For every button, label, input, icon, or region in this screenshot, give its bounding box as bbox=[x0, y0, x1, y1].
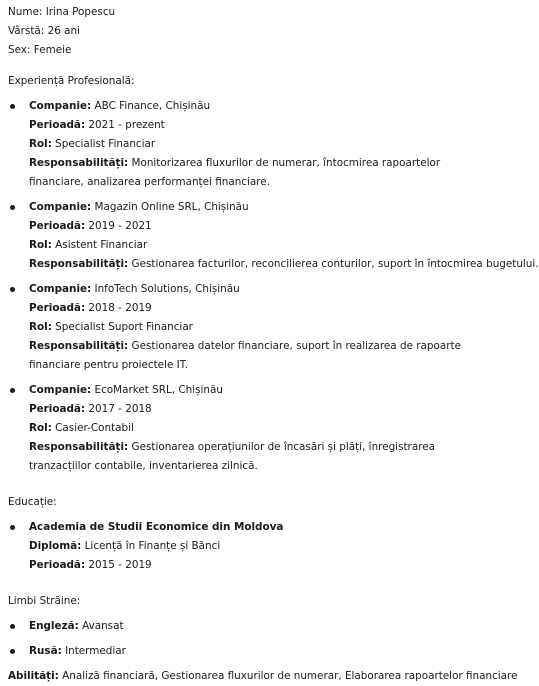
period-value: 2017 - 2018 bbox=[88, 403, 152, 415]
bullet-icon bbox=[10, 205, 15, 210]
period-label: Perioadă: bbox=[29, 220, 86, 232]
list-item bbox=[8, 381, 490, 476]
company-label: Companie: bbox=[29, 283, 92, 295]
list-item bbox=[8, 97, 490, 192]
bullet-icon bbox=[10, 104, 15, 109]
language-level: Intermediar bbox=[65, 645, 126, 657]
period-value: 2015 - 2019 bbox=[88, 559, 152, 571]
period-value: 2018 - 2019 bbox=[88, 302, 152, 314]
age-line bbox=[8, 22, 490, 41]
list-item bbox=[8, 518, 490, 575]
age-value: 26 ani bbox=[47, 25, 80, 37]
resp-value: Gestionarea datelor financiare, suport în realizarea de rapoarte financiare pentru proiectele IT. bbox=[29, 340, 461, 371]
sex-label: Sex: bbox=[8, 44, 31, 56]
resp-value: Monitorizarea fluxurilor de numerar, întocmirea rapoartelor financiare, analizarea performanței financiare. bbox=[29, 157, 441, 188]
name-label: Nume: bbox=[8, 6, 43, 18]
company-value: EcoMarket SRL, Chișinău bbox=[94, 384, 223, 396]
role-label: Rol: bbox=[29, 239, 52, 251]
sex-line bbox=[8, 41, 490, 60]
period-value: 2021 - prezent bbox=[88, 119, 165, 131]
age-label: Vârstă: bbox=[8, 25, 45, 37]
role-label: Rol: bbox=[29, 138, 52, 150]
list-item bbox=[8, 198, 539, 274]
languages-title: Limbi Străine: bbox=[8, 595, 81, 607]
bullet-icon bbox=[10, 624, 15, 629]
experience-title: Experiență Profesională: bbox=[8, 75, 135, 87]
role-label: Rol: bbox=[29, 422, 52, 434]
language-label: Rusă: bbox=[29, 645, 62, 657]
period-value: 2019 - 2021 bbox=[88, 220, 152, 232]
resume-document bbox=[8, 3, 539, 686]
experience-list bbox=[8, 97, 539, 476]
bullet-icon bbox=[10, 649, 15, 654]
resp-label: Responsabilități: bbox=[29, 258, 129, 270]
period-label: Perioadă: bbox=[29, 119, 86, 131]
institution-name: Academia de Studii Economice din Moldova bbox=[29, 521, 284, 533]
skills-line bbox=[8, 667, 518, 686]
company-label: Companie: bbox=[29, 384, 92, 396]
name-value: Irina Popescu bbox=[45, 6, 116, 18]
company-value: ABC Finance, Chișinău bbox=[94, 100, 211, 112]
education-list bbox=[8, 518, 490, 575]
diploma-value: Licență în Finanțe și Bănci bbox=[84, 540, 221, 552]
role-value: Asistent Financiar bbox=[55, 239, 148, 251]
skills-value: Analiză financiară, Gestionarea fluxurilor de numerar, Elaborarea rapoartelor financiare bbox=[62, 670, 518, 682]
diploma-label: Diplomă: bbox=[29, 540, 82, 552]
sex-value: Femeie bbox=[33, 44, 72, 56]
company-value: Magazin Online SRL, Chișinău bbox=[94, 201, 249, 213]
resp-value: Gestionarea facturilor, reconcilierea conturilor, suport în întocmirea bugetului. bbox=[131, 258, 539, 270]
bullet-icon bbox=[10, 525, 15, 530]
role-value: Casier-Contabil bbox=[55, 422, 134, 434]
resp-label: Responsabilități: bbox=[29, 340, 129, 352]
resp-label: Responsabilități: bbox=[29, 157, 129, 169]
role-value: Specialist Suport Financiar bbox=[55, 321, 193, 333]
language-label: Engleză: bbox=[29, 620, 79, 632]
company-value: InfoTech Solutions, Chișinău bbox=[94, 283, 240, 295]
role-value: Specialist Financiar bbox=[55, 138, 156, 150]
period-label: Perioadă: bbox=[29, 403, 86, 415]
list-item bbox=[8, 617, 490, 636]
resp-label: Responsabilități: bbox=[29, 441, 129, 453]
period-label: Perioadă: bbox=[29, 302, 86, 314]
period-label: Perioadă: bbox=[29, 559, 86, 571]
list-item bbox=[8, 642, 490, 661]
bullet-icon bbox=[10, 287, 15, 292]
role-label: Rol: bbox=[29, 321, 52, 333]
resp-value: Gestionarea operațiunilor de încasări și plăți, înregistrarea tranzacțiilor contabile, inventarierea zilnică. bbox=[29, 441, 435, 472]
name-line bbox=[8, 3, 490, 22]
company-label: Companie: bbox=[29, 100, 92, 112]
bullet-icon bbox=[10, 388, 15, 393]
education-title: Educație: bbox=[8, 496, 57, 508]
skills-label: Abilități: bbox=[8, 670, 59, 682]
language-level: Avansat bbox=[82, 620, 124, 632]
languages-list bbox=[8, 617, 490, 661]
list-item bbox=[8, 280, 490, 375]
company-label: Companie: bbox=[29, 201, 92, 213]
